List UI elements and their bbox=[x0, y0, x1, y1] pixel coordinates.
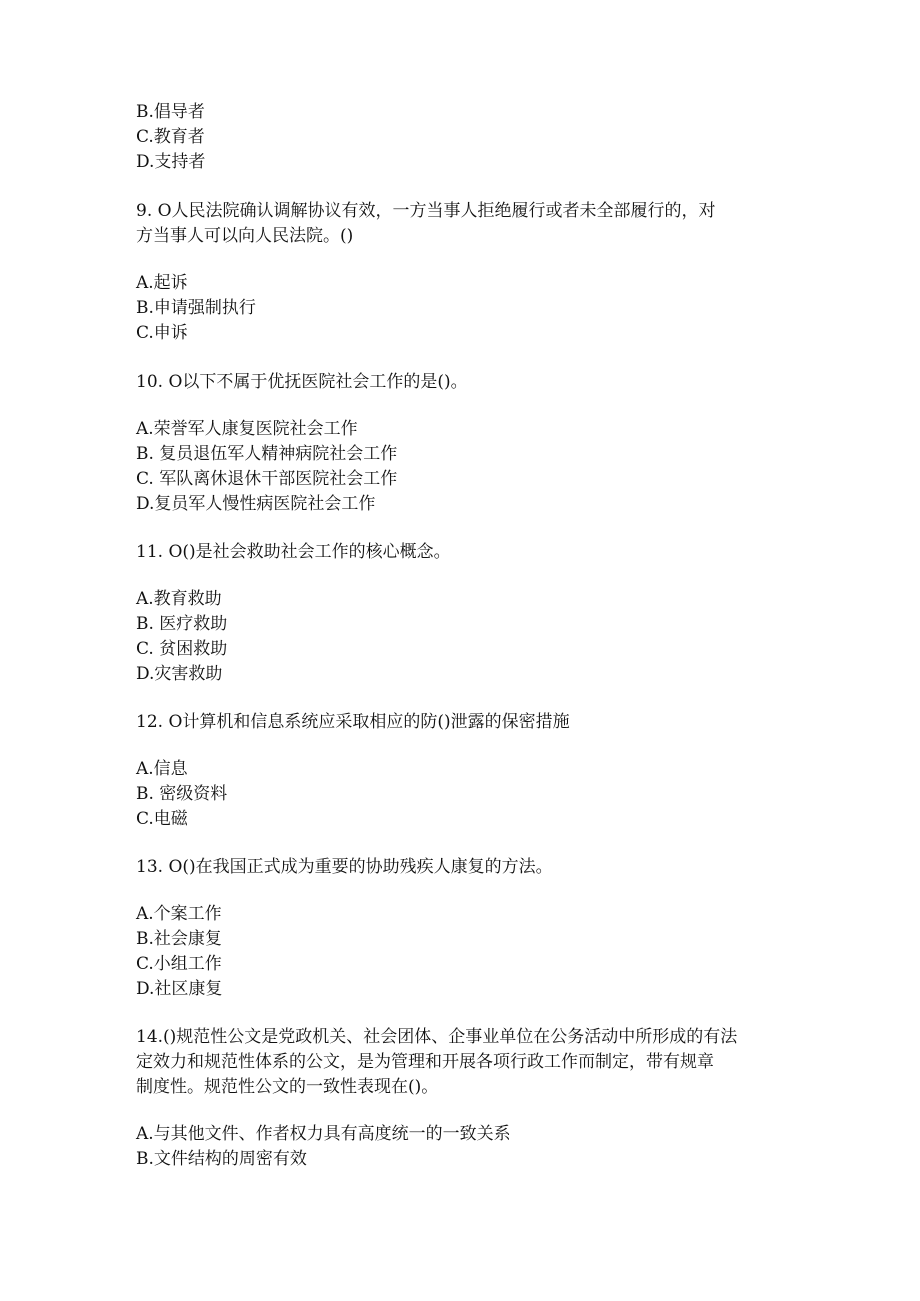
question-14-stem: 14.()规范性公文是党政机关、社会团体、企事业单位在公务活动中所形成的有法 bbox=[136, 1027, 738, 1047]
option-line: B.申请强制执行 bbox=[136, 298, 256, 318]
option-line: B.文件结构的周密有效 bbox=[136, 1149, 307, 1169]
question-12-stem: 12. O计算机和信息系统应采取相应的防()泄露的保密措施 bbox=[136, 712, 570, 732]
question-9-stem: 9. O人民法院确认调解协议有效，一方当事人拒绝履行或者未全部履行的，对 bbox=[136, 201, 716, 221]
option-line: C. 军队离休退休干部医院社会工作 bbox=[136, 469, 398, 489]
option-line: B.社会康复 bbox=[136, 929, 222, 949]
question-14-stem-cont: 制度性。规范性公文的一致性表现在()。 bbox=[136, 1077, 439, 1097]
option-line: C.小组工作 bbox=[136, 954, 222, 974]
option-line: B. 复员退伍军人精神病院社会工作 bbox=[136, 444, 398, 464]
option-line: A.信息 bbox=[136, 759, 188, 779]
option-line: B.倡导者 bbox=[136, 102, 205, 122]
option-line: D.复员军人慢性病医院社会工作 bbox=[136, 494, 376, 514]
option-line: D.支持者 bbox=[136, 152, 206, 172]
option-line: B. 密级资料 bbox=[136, 784, 228, 804]
option-line: D.社区康复 bbox=[136, 979, 223, 999]
option-line: A.个案工作 bbox=[136, 904, 222, 924]
question-10-stem: 10. O以下不属于优抚医院社会工作的是()。 bbox=[136, 372, 468, 392]
option-line: B. 医疗救助 bbox=[136, 614, 228, 634]
question-11-stem: 11. O()是社会救助社会工作的核心概念。 bbox=[136, 542, 451, 562]
option-line: A.荣誉军人康复医院社会工作 bbox=[136, 419, 358, 439]
question-14-stem-cont: 定效力和规范性体系的公文，是为管理和开展各项行政工作而制定，带有规章 bbox=[136, 1052, 714, 1072]
option-line: A.起诉 bbox=[136, 273, 188, 293]
option-line: C. 贫困救助 bbox=[136, 639, 228, 659]
question-9-stem-cont: 方当事人可以向人民法院。() bbox=[136, 226, 354, 246]
option-line: D.灾害救助 bbox=[136, 664, 223, 684]
option-line: C.申诉 bbox=[136, 323, 188, 343]
option-line: C.教育者 bbox=[136, 127, 205, 147]
option-line: C.电磁 bbox=[136, 809, 188, 829]
option-line: A.与其他文件、作者权力具有高度统一的一致关系 bbox=[136, 1124, 511, 1144]
question-13-stem: 13. O()在我国正式成为重要的协助残疾人康复的方法。 bbox=[136, 857, 553, 877]
option-line: A.教育救助 bbox=[136, 589, 222, 609]
